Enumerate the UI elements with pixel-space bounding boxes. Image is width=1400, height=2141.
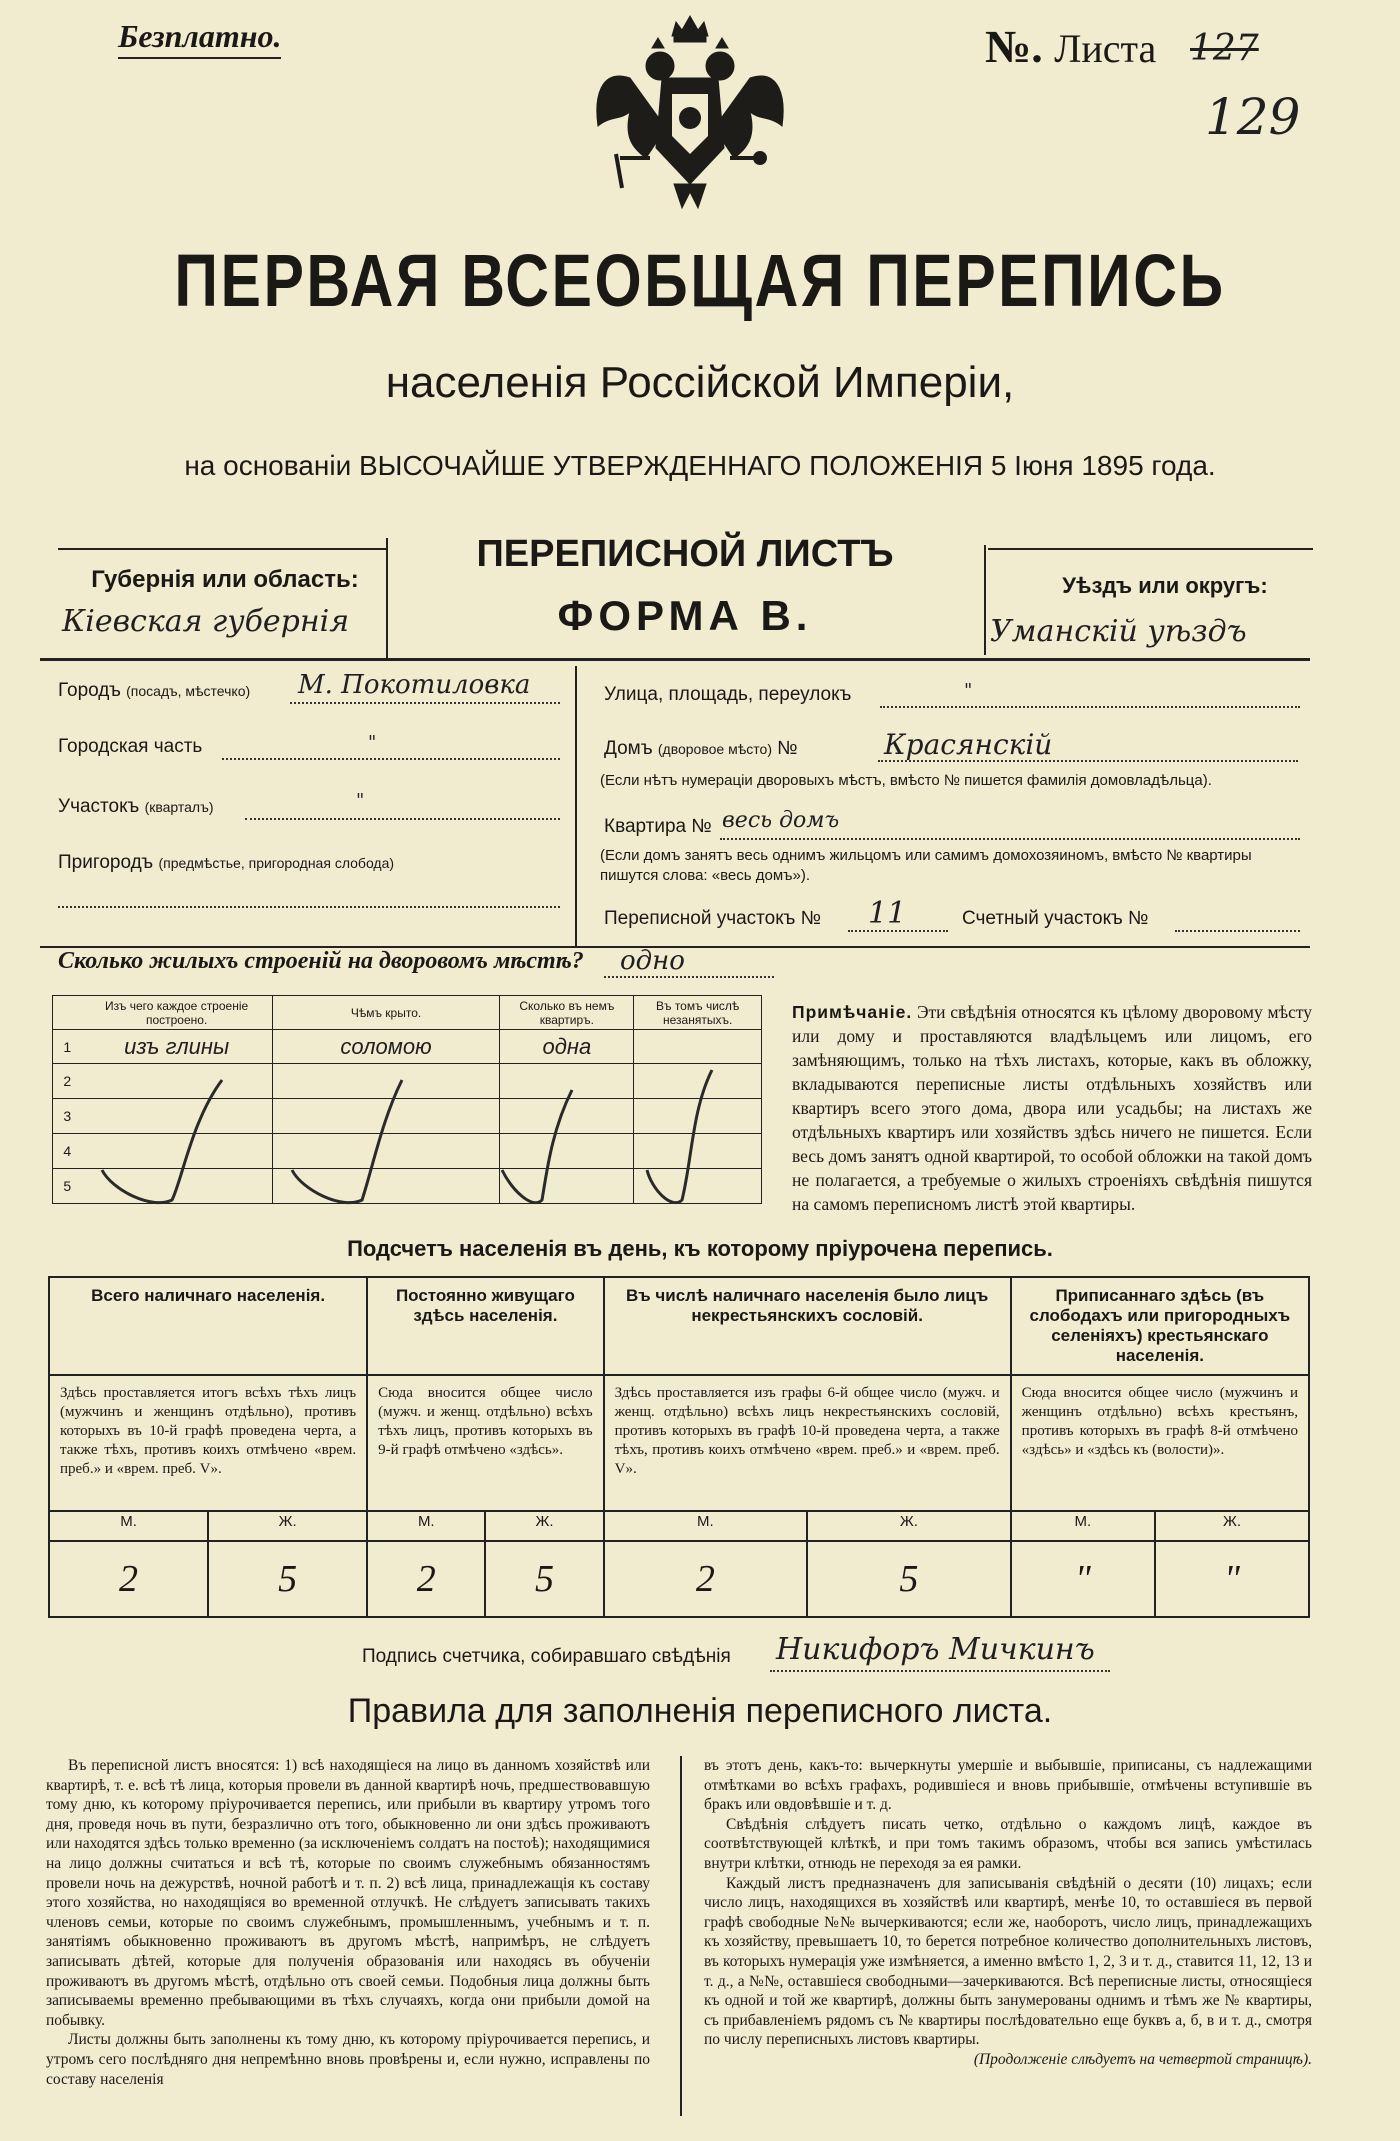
divider xyxy=(40,658,1310,661)
city-part-value: " xyxy=(368,732,377,753)
house-number-sign: № xyxy=(777,738,798,759)
row-number: 2 xyxy=(53,1064,82,1099)
rules-left-column xyxy=(46,1756,650,2089)
divider xyxy=(984,545,986,655)
imperial-eagle-emblem xyxy=(590,8,790,220)
section-field xyxy=(58,796,214,818)
apartments-header: Сколько въ немъ квартиръ. xyxy=(500,996,634,1030)
house-field xyxy=(604,738,798,760)
buildings-answer-line xyxy=(604,976,774,978)
legal-basis: на основаніи ВЫСОЧАЙШЕ УТВЕРЖДЕННАГО ПОЛОЖЕНІЯ 5 Іюня 1895 года. xyxy=(184,450,1216,481)
roof-cell: соломою xyxy=(272,1030,500,1064)
main-title: ПЕРВАЯ ВСЕОБЩАЯ ПЕРЕПИСЬ xyxy=(174,239,1226,322)
form-letter: ФОРМА В. xyxy=(557,592,813,639)
form-title: ПЕРЕПИСНОЙ ЛИСТЪ xyxy=(476,533,894,575)
sheet-number-new: 129 xyxy=(1205,88,1301,146)
suburb-line xyxy=(58,906,560,908)
house-note: (Если нѣтъ нумераціи дворовыхъ мѣстъ, вмѣсто № пишется фамилія домовладѣльца). xyxy=(600,772,1212,789)
city-line xyxy=(290,702,560,704)
population-table xyxy=(48,1276,1310,1618)
male-label: М. xyxy=(1011,1511,1155,1541)
peasant-male-value: " xyxy=(1011,1541,1155,1617)
street-value: " xyxy=(964,680,973,701)
apartment-line xyxy=(720,838,1300,840)
row-number: 4 xyxy=(53,1134,82,1169)
total-female-value: 5 xyxy=(208,1541,367,1617)
city-field xyxy=(58,680,250,702)
male-label: М. xyxy=(49,1511,208,1541)
street-line xyxy=(880,706,1300,708)
number-sign: №. xyxy=(985,21,1043,72)
street-label: Улица, площадь, переулокъ xyxy=(604,684,852,705)
apartment-number-sign: № xyxy=(691,816,712,837)
resident-population-header: Постоянно живущаго здѣсь населенія. xyxy=(367,1277,603,1375)
section-label: Участокъ xyxy=(58,796,140,817)
total-male-value: 2 xyxy=(49,1541,208,1617)
female-label: Ж. xyxy=(208,1511,367,1541)
divider xyxy=(575,666,577,946)
row-number: 3 xyxy=(53,1099,82,1134)
peasant-female-value: " xyxy=(1155,1541,1309,1617)
census-district-label: Переписной участокъ xyxy=(604,908,796,929)
signature-line xyxy=(770,1670,1110,1672)
non-peasant-desc: Здѣсь проставляется изъ графы 6-й общее число (мужч. и женщ. отдѣльно) всѣхъ лицъ некрестьянскихъ сословій, противъ которыхъ въ графѣ 10-й проведена черта, а также тѣхъ, противъ коихъ отмѣчено «врем. преб.» и «врем. преб. V». xyxy=(604,1375,1011,1511)
non-peasant-header: Въ числѣ наличнаго населенія было лицъ некрестьянскихъ сословій. xyxy=(604,1277,1011,1375)
female-label: Ж. xyxy=(485,1511,603,1541)
divider xyxy=(386,538,388,658)
non-peasant-male-value: 2 xyxy=(604,1541,808,1617)
apartment-field xyxy=(604,816,712,838)
apartment-note: (Если домъ занятъ весь однимъ жильцомъ или самимъ домохозяиномъ, вмѣсто № квартиры пишутся слова: «весь домъ»). xyxy=(600,847,1252,884)
rules-right-column xyxy=(704,1756,1312,2070)
rules-paragraph-2: Листы должны быть заполнены къ тому дню, къ которому пріурочивается перепись, и утромъ сего послѣдняго дня непремѣнно вновь провѣрены и, если нужно, исправлены по составу населенія xyxy=(46,2031,650,2088)
province-value: Кіевская губернія xyxy=(62,604,350,639)
city-note: (посадъ, мѣстечко) xyxy=(126,683,251,699)
counting-district-line xyxy=(1175,930,1300,932)
apartment-label: Квартира xyxy=(604,816,687,837)
vacant-header: Въ томъ числѣ незанятыхъ. xyxy=(634,996,762,1030)
rules-paragraph-3: въ этотъ день, какъ-то: вычеркнуты умершіе и выбывшіе, приписаны, съ надлежащими отмѣтками во всѣхъ графахъ, родившіеся и вновь прибывшіе, отмѣчены вступившіе въ бракъ или овдовѣвшіе и т. д. xyxy=(704,1757,1312,1814)
enumerator-signature-label: Подпись счетчика, собиравшаго свѣдѣнія xyxy=(362,1646,731,1667)
material-header: Изъ чего каждое строеніе построено. xyxy=(82,996,273,1030)
house-value: Красянскій xyxy=(884,728,1053,761)
total-population-desc: Здѣсь проставляется итогъ всѣхъ тѣхъ лицъ (мужчинъ и женщинъ отдѣльно), противъ которыхъ въ 10-й графѣ проведена черта, а также тѣхъ, противъ коихъ отмѣчено «врем. преб.» и «врем. преб. V». xyxy=(49,1375,367,1511)
rules-paragraph-1: Въ переписной листъ вносятся: 1) всѣ находящіеся на лицо въ данномъ хозяйствѣ или квартирѣ, т. е. всѣ тѣ лица, которыя провели въ данной квартирѣ ночь, предшествовавшую тому дню, къ которому пріурочивается перепись, или прибыли въ квартиру утромъ того дня, проведя ночь въ пути, безразлично отъ того, обыкновенно ли они здѣсь проживаютъ или находятся здѣсь только временно (за исключеніемъ солдатъ на постоѣ); находящимися на лицо должны считаться и всѣ тѣ, которые по своимъ служебнымъ обязанностямъ провели ночь на дежурствѣ, ночной работѣ и т. п. 2) всѣ лица, принадлежащія къ составу этого хозяйства, но находящіяся во временной отлучкѣ. Не слѣдуетъ записывать такихъ членовъ семьи, которые по своимъ служебнымъ, промышленнымъ, учебнымъ и т. п. занятіямъ обыкновенно проживаютъ въ другомъ мѣстѣ, напримѣръ, не слѣдуетъ записывать дѣтей, которые для полученія образованія или находясь въ обученіи проживаютъ въ другомъ мѣстѣ, отдѣльно отъ своей семьи. Подобныя лица должны быть записываемы временно пребывающими въ тѣхъ случаяхъ, когда они прибыли домой на побывку. xyxy=(46,1757,650,2029)
female-label: Ж. xyxy=(1155,1511,1309,1541)
continued-note: (Продолженіе слѣдуетъ на четвертой страницѣ). xyxy=(973,2050,1312,2068)
divider xyxy=(680,1756,682,2116)
table-row xyxy=(53,1030,762,1064)
roof-header: Чѣмъ крыто. xyxy=(272,996,500,1030)
city-part-label: Городская часть xyxy=(58,736,203,757)
sheet-word: Листа xyxy=(1054,26,1157,71)
note-block xyxy=(792,1000,1312,1216)
counting-district-field xyxy=(962,908,1148,930)
apartment-value: весь домъ xyxy=(722,808,840,833)
census-district-number-sign: № xyxy=(800,908,822,929)
peasant-desc: Сюда вносится общее число (мужчинъ и женщинъ отдѣльно) всѣхъ крестьянъ, противъ которыхъ въ графѣ 8-й отмѣчено «здѣсь» и «здѣсь къ (волости)». xyxy=(1011,1375,1309,1511)
city-part-line xyxy=(222,758,560,760)
population-title: Подсчетъ населенія въ день, къ которому пріурочена перепись. xyxy=(347,1236,1053,1261)
material-cell: изъ глины xyxy=(82,1030,273,1064)
section-value: " xyxy=(356,790,365,811)
row-number-header xyxy=(53,996,82,1030)
sheet-number-old-struck: 127 xyxy=(1190,28,1259,69)
enumerator-signature: Никифоръ Мичкинъ xyxy=(776,1632,1095,1667)
note-text: Эти свѣдѣнія относятся къ цѣлому дворовому мѣсту или дому и проставляются владѣльцемъ или лицомъ, его замѣняющимъ, только на тѣхъ листахъ, которые, какъ въ обложку, вкладываются переписные листы отдѣльныхъ хозяйствъ или квартиръ всего этого дома, двора или усадьбы; на листахъ же отдѣльныхъ квартиръ или хозяйствъ здѣсь ничего не пишется. Если весь домъ занятъ одной квартирой, то особой обложки на такой домъ не полагается, а требуемые о жилыхъ строеніяхъ свѣдѣнія пишутся на самомъ переписномъ листѣ этой квартиры. xyxy=(792,1002,1313,1214)
house-label: Домъ xyxy=(604,738,653,759)
resident-population-desc: Сюда вносится общее число (мужч. и женщ. отдѣльно) всѣхъ тѣхъ лицъ, противъ которыхъ въ 9-й графѣ отмѣчено «здѣсь». xyxy=(367,1375,603,1511)
male-label: М. xyxy=(367,1511,485,1541)
row-number: 5 xyxy=(53,1169,82,1204)
rules-title: Правила для заполненія переписного листа. xyxy=(347,1692,1053,1730)
row-number: 1 xyxy=(53,1030,82,1064)
non-peasant-female-value: 5 xyxy=(807,1541,1011,1617)
divider xyxy=(988,548,1313,550)
resident-male-value: 2 xyxy=(367,1541,485,1617)
province-label: Губернія или область: xyxy=(91,566,359,593)
suburb-field xyxy=(58,852,394,874)
female-label: Ж. xyxy=(807,1511,1011,1541)
counting-district-label: Счетный участокъ xyxy=(962,908,1123,929)
buildings-question: Сколько жилыхъ строеній на дворовомъ мѣстѣ? xyxy=(58,948,584,974)
district-label: Уѣздъ или округъ: xyxy=(1062,573,1268,598)
male-label: М. xyxy=(604,1511,808,1541)
house-note-small: (дворовое мѣсто) xyxy=(657,741,772,757)
vacant-cell xyxy=(634,1030,762,1064)
resident-female-value: 5 xyxy=(485,1541,603,1617)
sheet-number-label xyxy=(985,20,1156,73)
suburb-label: Пригородъ xyxy=(58,852,154,873)
district-value: Уманскій уѣздъ xyxy=(990,614,1247,649)
peasant-header: Приписаннаго здѣсь (въ слободахъ или пригородныхъ селеніяхъ) крестьянскаго населенія. xyxy=(1011,1277,1309,1375)
empty-rows-strokes xyxy=(52,1060,762,1210)
section-line xyxy=(245,818,560,820)
census-district-value: 11 xyxy=(868,896,907,931)
apartments-cell: одна xyxy=(500,1030,634,1064)
city-value: М. Покотиловка xyxy=(298,670,531,700)
counting-district-number-sign: № xyxy=(1128,908,1149,929)
rules-paragraph-4: Свѣдѣнія слѣдуетъ писать четко, отдѣльно о каждомъ лицѣ, каждое въ соотвѣтствующей клѣткѣ, и при томъ такимъ образомъ, чтобы вся запись умѣстилась внутри клѣтки, отнюдь не переходя за ея рамки. xyxy=(704,1815,1312,1872)
note-label: Примѣчаніе. xyxy=(792,1002,913,1022)
rules-paragraph-5: Каждый листъ предназначенъ для записыванія свѣдѣній о десяти (10) лицахъ; если число лицъ, находящихся въ хозяйствѣ или квартирѣ, менѣе 10, то оставшіеся въ первой графѣ свободные №№ вычеркиваются; если же, наоборотъ, число лицъ, принадлежащихъ къ хозяйству, превышаетъ 10, то берется потребное количество дополнительныхъ листовъ, въ которыхъ нумерація уже измѣняется, а именно вмѣсто 1, 2, 3 и т. д., ставится 11, 12, 13 и т. д., а №№, оставшіеся свободными—зачеркиваются. Всѣ переписные листы, относящіеся къ одной и той же квартирѣ, должны быть занумерованы однимъ и тѣмъ же № квартиры, съ прибавленіемъ рядомъ съ № квартиры послѣдовательно еще буквъ а, б, в и т. д., смотря по числу переписныхъ листовъ квартиры. xyxy=(704,1874,1312,2049)
subtitle: населенія Россійской Имперіи, xyxy=(385,358,1015,407)
city-label: Городъ xyxy=(58,680,121,701)
suburb-note: (предмѣстье, пригородная слобода) xyxy=(158,855,395,871)
total-population-header: Всего наличнаго населенія. xyxy=(49,1277,367,1375)
free-of-charge-label: Безплатно. xyxy=(118,18,281,59)
buildings-answer: одно xyxy=(620,946,685,976)
divider xyxy=(58,548,388,550)
census-district-field xyxy=(604,908,821,930)
section-note: (кварталъ) xyxy=(144,799,214,815)
